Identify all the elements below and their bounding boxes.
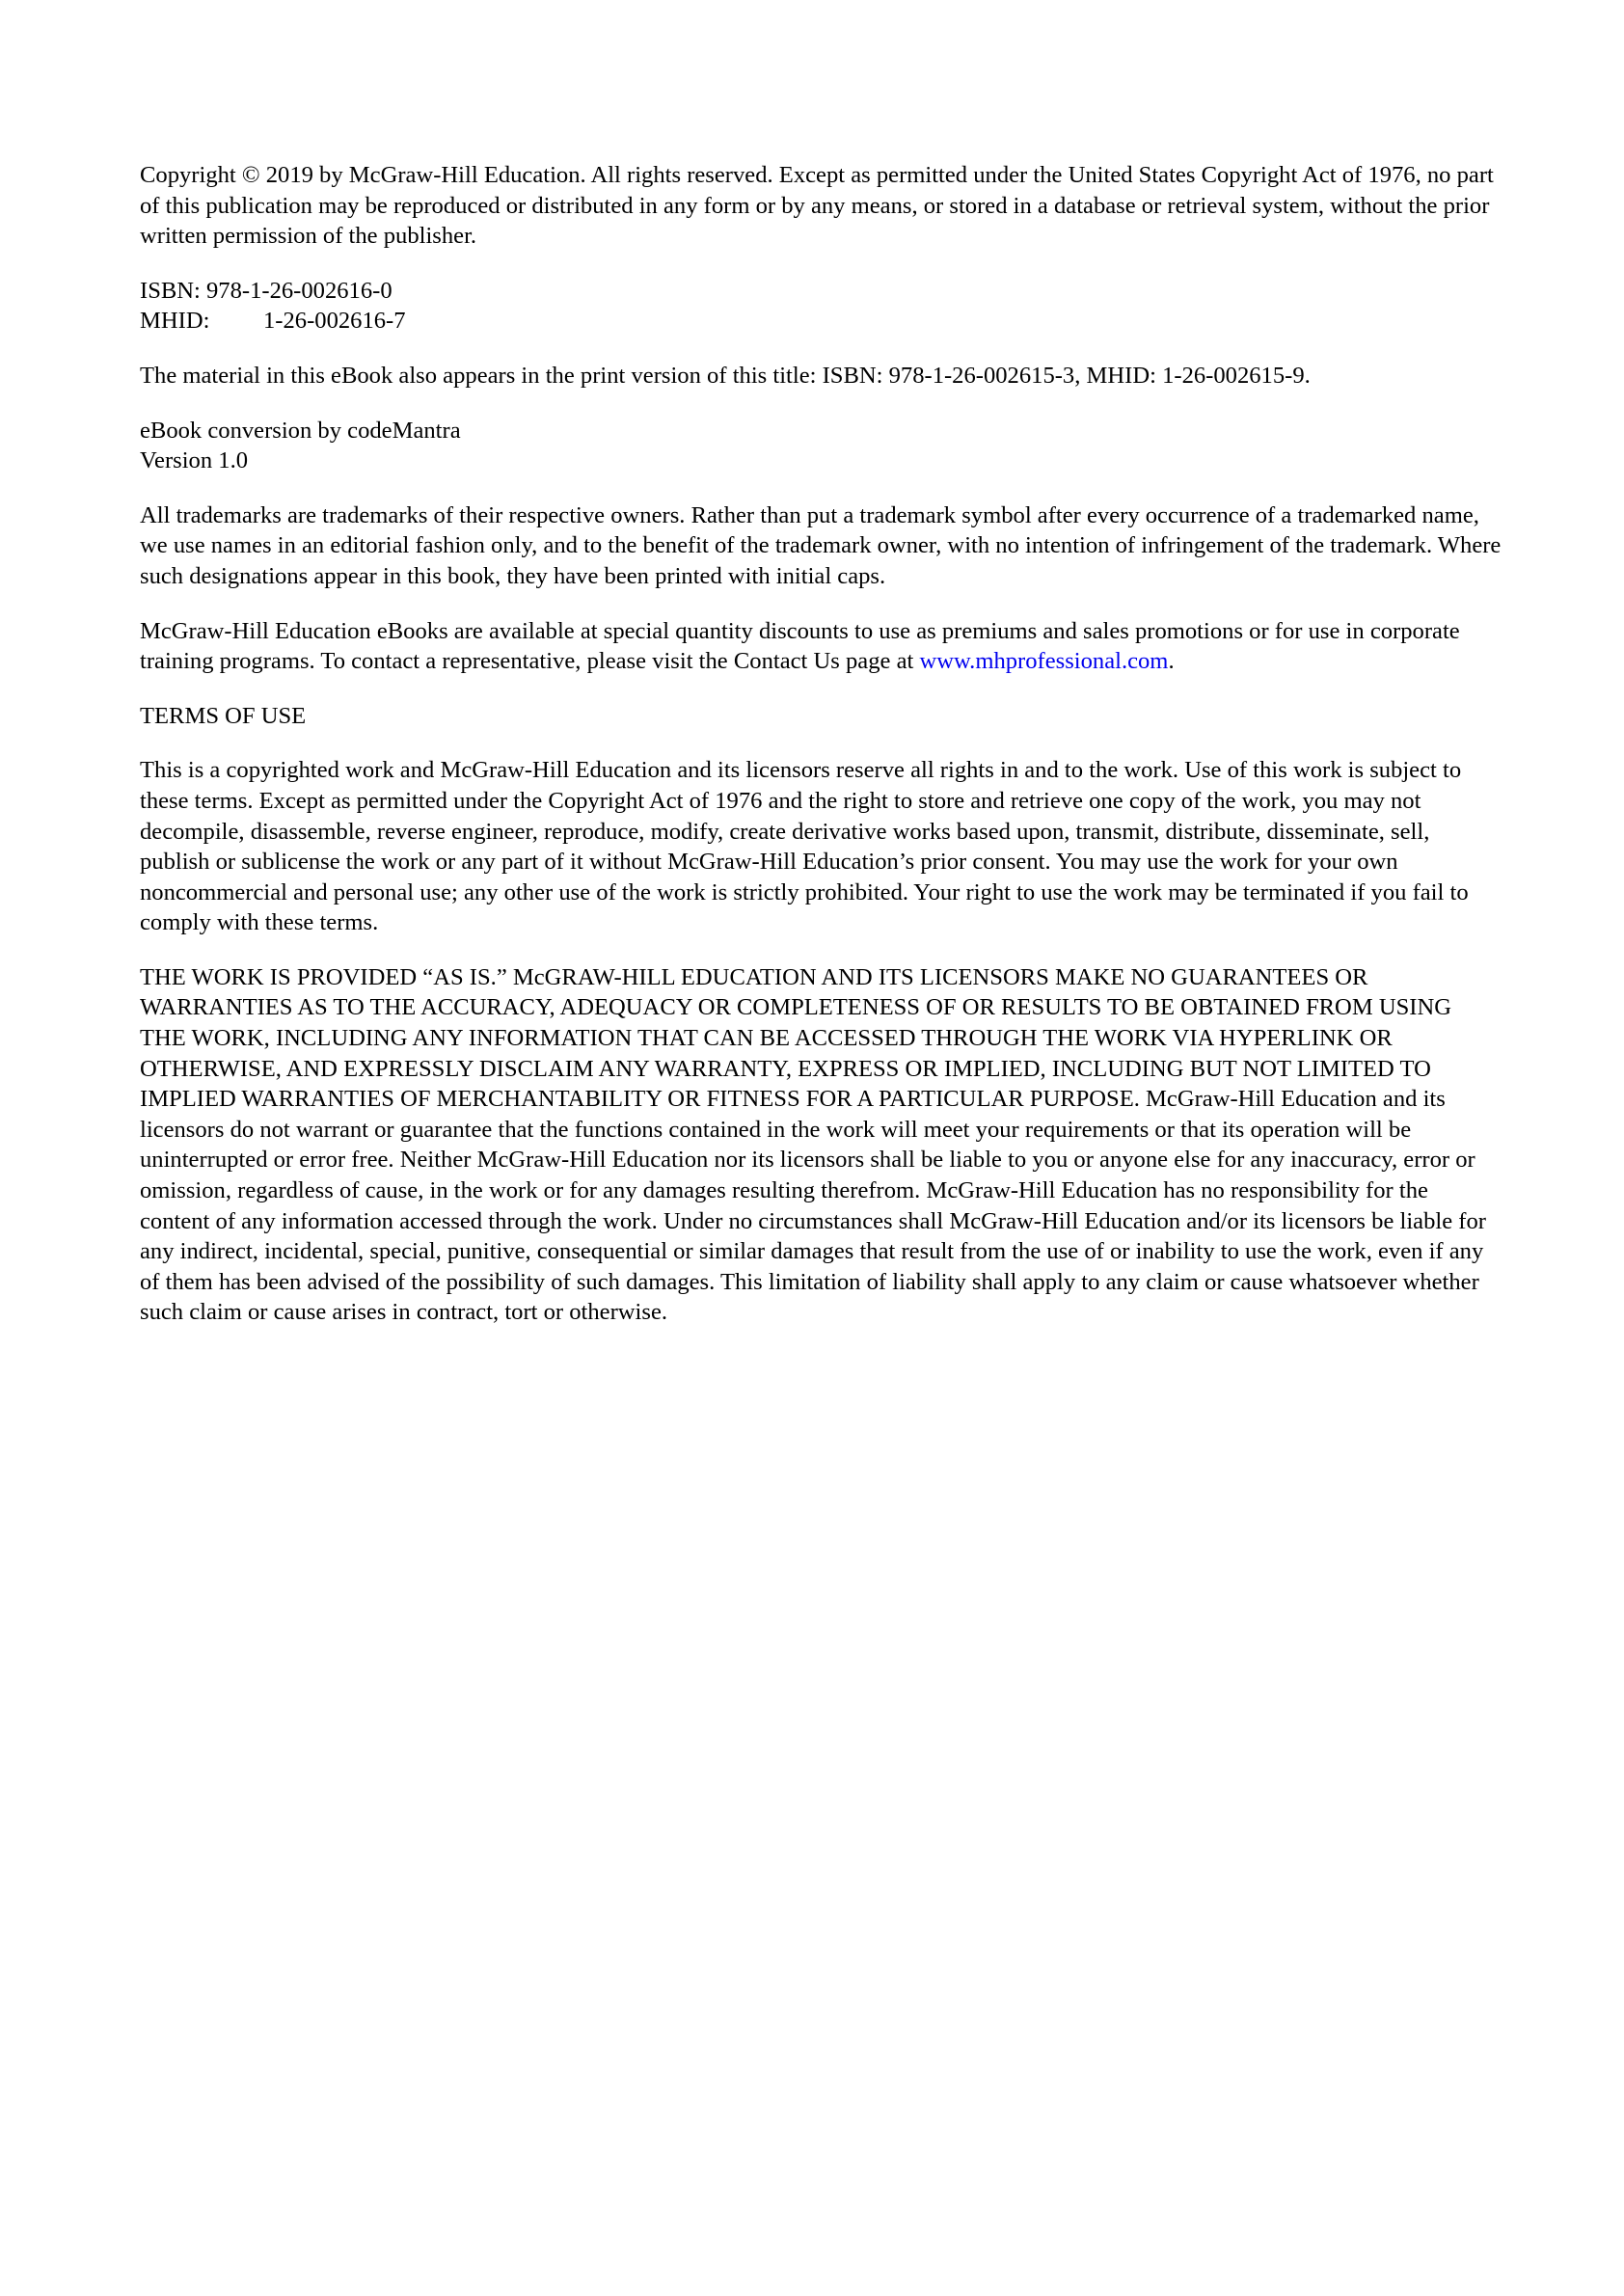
identifiers-block [140, 276, 1502, 337]
mhid-value: 1-26-002616-7 [263, 308, 406, 335]
mhprofessional-link[interactable]: www.mhprofessional.com [919, 648, 1169, 675]
copyright-notice: Copyright © 2019 by McGraw-Hill Education. All rights reserved. Except as permitted under the United States Copyright Act of 1976, no part of this publication may be reproduced or distributed in any form or by any means, or stored in a database or retrieval system, without the prior written permission of the publisher. [140, 162, 1494, 250]
mhid-line [140, 306, 1502, 337]
discounts-text-end: . [1168, 648, 1175, 675]
print-version-notice: The material in this eBook also appears in the print version of this title: ISBN: 978-1-26-002615-3, MHID: 1-26-002615-9. [140, 362, 1311, 389]
terms-paragraph-2: THE WORK IS PROVIDED “AS IS.” McGRAW-HILL EDUCATION AND ITS LICENSORS MAKE NO GUARANTEES OR WARRANTIES AS TO THE ACCURACY, ADEQUACY OR COMPLETENESS OF OR RESULTS TO BE OBTAINED FROM USING THE WORK, INCLUDING ANY INFORMATION THAT CAN BE ACCESSED THROUGH THE WORK VIA HYPERLINK OR OTHERWISE, AND EXPRESSLY DISCLAIM ANY WARRANTY, EXPRESS OR IMPLIED, INCLUDING BUT NOT LIMITED TO IMPLIED WARRANTIES OF MERCHANTABILITY OR FITNESS FOR A PARTICULAR PURPOSE. McGraw-Hill Education and its licensors do not warrant or guarantee that the functions contained in the work will meet your requirements or that its operation will be uninterrupted or error free. Neither McGraw-Hill Education nor its licensors shall be liable to you or anyone else for any inaccuracy, error or omission, regardless of cause, in the work or for any damages resulting therefrom. McGraw-Hill Education has no responsibility for the content of any information accessed through the work. Under no circumstances shall McGraw-Hill Education and/or its licensors be liable for any indirect, incidental, special, punitive, consequential or similar damages that result from the use of or inability to use the work, even if any of them has been advised of the possibility of such damages. This limitation of liability shall apply to any claim or cause whatsoever whether such claim or cause arises in contract, tort or otherwise. [140, 963, 1486, 1326]
discounts-text: McGraw-Hill Education eBooks are available at special quantity discounts to use as premiums and sales promotions or for use in corporate training programs. To contact a representative, please visit the Contact Us page at [140, 617, 1460, 675]
terms-paragraph-1: This is a copyrighted work and McGraw-Hill Education and its licensors reserve all rights in and to the work. Use of this work is subject to these terms. Except as permitted under the Copyright Act of 1976 and the right to store and retrieve one copy of the work, you may not decompile, disassemble, reverse engineer, reproduce, modify, create derivative works based upon, transmit, distribute, disseminate, sell, publish or sublicense the work or any part of it without McGraw-Hill Education’s prior consent. You may use the work for your own noncommercial and personal use; any other use of the work is strictly prohibited. Your right to use the work may be terminated if you fail to comply with these terms. [140, 757, 1469, 936]
copyright-page [140, 160, 1502, 1352]
terms-heading: TERMS OF USE [140, 702, 307, 729]
mhid-label: MHID: [140, 308, 210, 335]
conversion-block [140, 416, 1502, 476]
version-line: Version 1.0 [140, 447, 249, 474]
discounts-notice [140, 616, 1502, 677]
conversion-credit: eBook conversion by codeMantra [140, 417, 461, 444]
isbn-line: ISBN: 978-1-26-002616-0 [140, 277, 392, 304]
trademarks-notice: All trademarks are trademarks of their respective owners. Rather than put a trademark symbol after every occurrence of a trademarked name, we use names in an editorial fashion only, and to the benefit of the trademark owner, with no intention of infringement of the trademark. Where such designations appear in this book, they have been printed with initial caps. [140, 501, 1502, 589]
